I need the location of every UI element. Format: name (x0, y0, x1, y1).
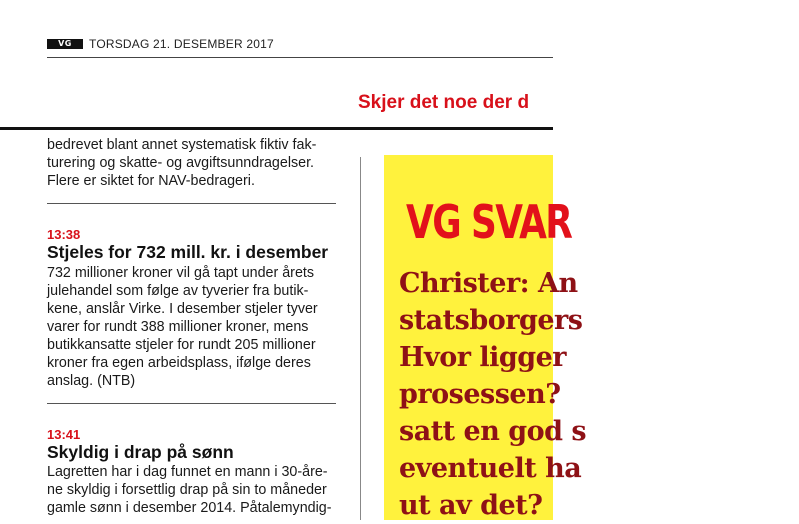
column-divider (360, 157, 361, 520)
item-divider (47, 203, 336, 204)
text-line: Flere er siktet for NAV-bedrageri. (47, 173, 255, 189)
section-tagline[interactable]: Skjer det noe der d (358, 92, 530, 113)
question-line: Hvor ligger (399, 342, 567, 373)
item-headline[interactable]: Stjeles for 732 mill. kr. i desember (47, 242, 329, 262)
dateline: TORSDAG 21. DESEMBER 2017 (89, 37, 274, 51)
question-line: prosessen? (399, 379, 561, 410)
section-divider (0, 127, 553, 130)
text-line: varer for rundt 388 millioner kroner, mens (47, 319, 309, 335)
item-body (47, 463, 336, 517)
panel-title: VG SVAR (406, 195, 572, 249)
text-line: kroner fra egen arbeidsplass, ifølge deres (47, 355, 311, 371)
text-line: kene, anslår Virke. I desember stjeler tyver (47, 301, 318, 317)
question-line: ut av det? (399, 490, 543, 521)
question-line: statsborgers (399, 305, 583, 336)
header-divider (47, 57, 553, 58)
question-line: satt en god s (399, 416, 587, 447)
item-time: 13:41 (47, 427, 81, 442)
text-line: julehandel som følge av tyverier fra butik- (47, 283, 309, 299)
panel-question[interactable] (399, 265, 799, 524)
text-line: turering og skatte- og avgiftsunndragelser. (47, 155, 315, 171)
text-line: anslag. (NTB) (47, 373, 136, 389)
vg-logo[interactable]: VG (47, 39, 83, 49)
text-line: butikkansatte stjeler for rundt 205 millioner (47, 337, 316, 353)
item-headline[interactable]: Skyldig i drap på sønn (47, 442, 234, 462)
item-time: 13:38 (47, 227, 81, 242)
text-line: bedrevet blant annet systematisk fiktiv fak- (47, 137, 317, 153)
text-line: 732 millioner kroner vil gå tapt under årets (47, 265, 315, 281)
item-body (47, 264, 336, 390)
text-line: Lagretten har i dag funnet en mann i 30-åre- (47, 464, 328, 480)
text-line: ne skyldig i forsettlig drap på sin to måneder (47, 482, 327, 498)
item-divider (47, 403, 336, 404)
question-line: eventuelt ha (399, 453, 582, 484)
question-line: Christer: An (399, 268, 578, 299)
intro-text (47, 136, 336, 190)
vg-svarer-panel[interactable] (384, 155, 587, 521)
text-line: gamle sønn i desember 2014. Påtalemyndig- (47, 500, 332, 516)
masthead (47, 37, 553, 51)
